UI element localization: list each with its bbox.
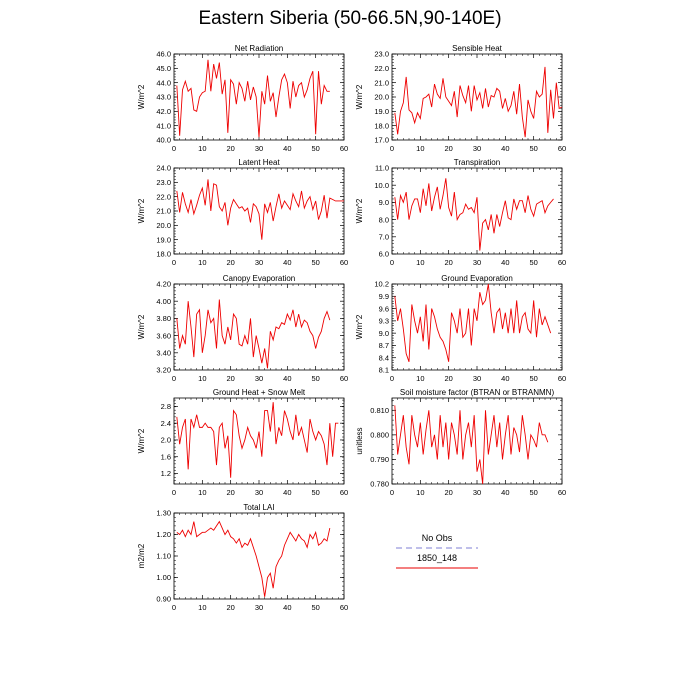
y-tick-label: 1.2 — [160, 469, 171, 479]
y-tick-label: 22.0 — [374, 64, 389, 74]
panel-title: Canopy Evaporation — [222, 274, 296, 283]
y-tick-label: 20.0 — [374, 92, 389, 102]
x-tick-label: 0 — [171, 374, 177, 383]
series-line — [177, 60, 330, 137]
y-tick-label: 43.0 — [156, 92, 171, 102]
y-tick-label: 18.0 — [156, 249, 171, 259]
x-tick-label: 30 — [254, 374, 264, 383]
y-tick-label: 4.20 — [156, 279, 171, 289]
x-tick-label: 0 — [389, 488, 395, 497]
y-tick-label: 18.0 — [374, 121, 389, 131]
legend-label: No Obs — [421, 533, 453, 543]
x-tick-label: 50 — [529, 144, 538, 153]
y-tick-label: 24.0 — [156, 163, 171, 173]
x-tick-label: 40 — [283, 258, 292, 267]
y-tick-label: 19.0 — [156, 235, 171, 245]
y-tick-label: 1.20 — [156, 530, 171, 540]
x-tick-label: 30 — [472, 258, 482, 267]
series-line — [395, 67, 562, 137]
x-tick-label: 20 — [444, 144, 453, 153]
y-tick-label: 3.40 — [156, 348, 171, 358]
x-tick-label: 60 — [339, 488, 349, 497]
x-tick-label: 30 — [254, 144, 264, 153]
plot-frame — [174, 168, 344, 254]
y-axis-label: W/m^2 — [355, 198, 364, 224]
y-tick-label: 9.0 — [378, 328, 389, 338]
x-tick-label: 30 — [254, 603, 264, 612]
panel-sensible-heat — [355, 44, 566, 153]
panel-transpiration — [355, 158, 566, 267]
y-tick-label: 17.0 — [374, 135, 389, 145]
x-tick-label: 50 — [529, 374, 538, 383]
x-tick-label: 10 — [416, 258, 425, 267]
x-tick-label: 60 — [339, 144, 349, 153]
y-tick-label: 20.0 — [156, 221, 171, 231]
series-line — [395, 405, 548, 484]
x-tick-label: 50 — [311, 258, 320, 267]
panel-title: Net Radiation — [234, 44, 284, 53]
x-tick-label: 0 — [171, 488, 177, 497]
x-tick-label: 30 — [254, 488, 264, 497]
y-tick-label: 9.0 — [378, 198, 389, 208]
y-tick-label: 0.790 — [370, 455, 389, 465]
x-tick-label: 20 — [226, 603, 235, 612]
x-tick-label: 10 — [198, 374, 207, 383]
plot-frame — [174, 284, 344, 370]
y-tick-label: 0.810 — [370, 405, 389, 415]
x-tick-label: 50 — [529, 488, 538, 497]
panel-title: Ground Evaporation — [441, 274, 513, 283]
y-tick-label: 19.0 — [374, 107, 389, 117]
x-tick-label: 50 — [311, 374, 320, 383]
y-tick-label: 1.10 — [156, 551, 171, 561]
x-tick-label: 40 — [283, 374, 292, 383]
y-tick-label: 3.20 — [156, 365, 171, 375]
series-line — [177, 179, 344, 239]
y-tick-label: 45.0 — [156, 64, 171, 74]
y-tick-label: 41.0 — [156, 121, 171, 131]
y-tick-label: 21.0 — [156, 206, 171, 216]
x-tick-label: 60 — [557, 258, 567, 267]
x-tick-label: 60 — [339, 374, 349, 383]
x-tick-label: 50 — [311, 144, 320, 153]
x-tick-label: 50 — [311, 603, 320, 612]
x-tick-label: 10 — [416, 144, 425, 153]
x-tick-label: 50 — [529, 258, 538, 267]
plot-frame — [392, 168, 562, 254]
y-tick-label: 2.0 — [160, 435, 171, 445]
x-tick-label: 0 — [389, 144, 395, 153]
panel-total-lai — [137, 503, 348, 612]
y-tick-label: 0.800 — [370, 430, 389, 440]
y-tick-label: 9.9 — [378, 291, 389, 301]
x-tick-label: 20 — [226, 488, 235, 497]
x-tick-label: 40 — [501, 144, 510, 153]
x-tick-label: 20 — [444, 488, 453, 497]
plot-frame — [174, 398, 344, 484]
y-tick-label: 40.0 — [156, 135, 171, 145]
x-tick-label: 20 — [226, 374, 235, 383]
x-tick-label: 40 — [283, 488, 292, 497]
x-tick-label: 50 — [311, 488, 320, 497]
plot-frame — [174, 513, 344, 599]
x-tick-label: 20 — [226, 144, 235, 153]
panel-canopy-evaporation — [137, 274, 348, 383]
y-tick-label: 8.0 — [378, 215, 389, 225]
x-tick-label: 60 — [557, 144, 567, 153]
y-axis-label: unitless — [355, 427, 364, 455]
x-tick-label: 10 — [198, 603, 207, 612]
series-line — [177, 299, 330, 368]
y-tick-label: 11.0 — [374, 163, 389, 173]
x-tick-label: 30 — [472, 144, 482, 153]
page-title: Eastern Siberia (50-66.5N,90-140E) — [198, 8, 502, 29]
plot-frame — [392, 284, 562, 370]
panel-title: Ground Heat + Snow Melt — [212, 388, 306, 397]
y-tick-label: 9.6 — [378, 304, 389, 314]
x-tick-label: 60 — [339, 603, 349, 612]
y-tick-label: 22.0 — [156, 192, 171, 202]
panel-net-radiation — [137, 44, 348, 153]
panel-title: Soil moisture factor (BTRAN or BTRANMN) — [399, 388, 555, 397]
x-tick-label: 60 — [557, 374, 567, 383]
y-tick-label: 10.0 — [374, 180, 389, 190]
y-tick-label: 0.780 — [370, 479, 389, 489]
y-tick-label: 7.0 — [378, 232, 389, 242]
x-tick-label: 60 — [557, 488, 567, 497]
y-tick-label: 6.0 — [378, 249, 389, 259]
series-line — [177, 522, 330, 597]
y-tick-label: 1.30 — [156, 508, 171, 518]
x-tick-label: 0 — [389, 374, 395, 383]
x-tick-label: 0 — [171, 603, 177, 612]
y-tick-label: 21.0 — [374, 78, 389, 88]
legend — [396, 533, 478, 568]
x-tick-label: 20 — [444, 374, 453, 383]
y-axis-label: W/m^2 — [137, 428, 146, 454]
y-axis-label: W/m^2 — [355, 84, 364, 110]
y-tick-label: 2.8 — [160, 402, 171, 412]
x-tick-label: 60 — [339, 258, 349, 267]
y-tick-label: 23.0 — [374, 49, 389, 59]
y-tick-label: 46.0 — [156, 49, 171, 59]
y-axis-label: W/m^2 — [137, 198, 146, 224]
y-tick-label: 8.4 — [378, 353, 389, 363]
x-tick-label: 30 — [254, 258, 264, 267]
y-tick-label: 10.2 — [374, 279, 389, 289]
plot-frame — [392, 54, 562, 140]
series-line — [395, 178, 554, 250]
y-tick-label: 3.80 — [156, 314, 171, 324]
x-tick-label: 0 — [389, 258, 395, 267]
x-tick-label: 40 — [501, 258, 510, 267]
y-tick-label: 1.00 — [156, 573, 171, 583]
panel-title: Transpiration — [453, 158, 501, 167]
y-axis-label: m2/m2 — [137, 543, 146, 569]
y-tick-label: 8.1 — [378, 365, 389, 375]
panel-latent-heat — [137, 158, 348, 267]
x-tick-label: 10 — [416, 374, 425, 383]
x-tick-label: 40 — [501, 374, 510, 383]
y-tick-label: 0.90 — [156, 594, 171, 604]
x-tick-label: 20 — [226, 258, 235, 267]
x-tick-label: 10 — [416, 488, 425, 497]
panel-title: Sensible Heat — [452, 44, 502, 53]
y-axis-label: W/m^2 — [137, 314, 146, 340]
series-line — [395, 284, 551, 362]
panel-ground-evaporation — [355, 274, 566, 383]
y-tick-label: 44.0 — [156, 78, 171, 88]
y-tick-label: 8.7 — [378, 341, 389, 351]
panel-title: Total LAI — [243, 503, 275, 512]
y-tick-label: 3.60 — [156, 331, 171, 341]
x-tick-label: 40 — [501, 488, 510, 497]
x-tick-label: 10 — [198, 144, 207, 153]
y-tick-label: 1.6 — [160, 452, 171, 462]
y-axis-label: W/m^2 — [137, 84, 146, 110]
x-tick-label: 0 — [171, 144, 177, 153]
y-axis-label: W/m^2 — [355, 314, 364, 340]
y-tick-label: 2.4 — [160, 418, 171, 428]
series-line — [177, 402, 338, 478]
y-tick-label: 9.3 — [378, 316, 389, 326]
x-tick-label: 40 — [283, 144, 292, 153]
x-tick-label: 30 — [472, 374, 482, 383]
x-tick-label: 40 — [283, 603, 292, 612]
panel-ground-heat-snow-melt — [137, 388, 348, 497]
x-tick-label: 10 — [198, 258, 207, 267]
panel-soil-moisture-factor-btran-or-btranmn — [355, 388, 566, 497]
y-tick-label: 42.0 — [156, 107, 171, 117]
panel-title: Latent Heat — [238, 158, 280, 167]
x-tick-label: 0 — [171, 258, 177, 267]
y-tick-label: 23.0 — [156, 178, 171, 188]
x-tick-label: 20 — [444, 258, 453, 267]
legend-label: 1850_148 — [416, 553, 458, 563]
x-tick-label: 30 — [472, 488, 482, 497]
x-tick-label: 10 — [198, 488, 207, 497]
y-tick-label: 4.00 — [156, 296, 171, 306]
